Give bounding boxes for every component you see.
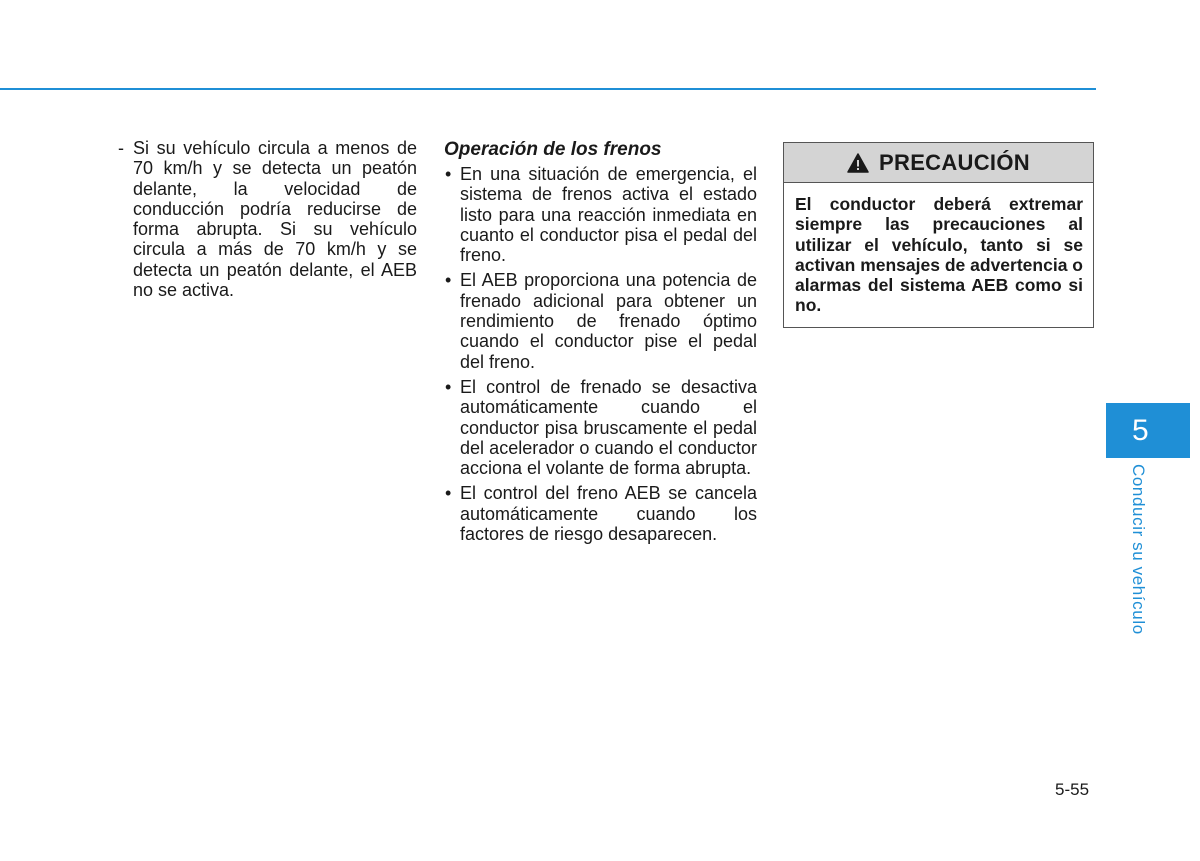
top-rule (0, 88, 1096, 90)
dash-item (118, 138, 417, 300)
bullet-item (444, 164, 757, 265)
bullet-text: El control de frenado se desactiva automáticamente cuando el conductor pisa bruscamente el pedal del acelerador o cuando el conductor acciona el volante de forma abrupta. (460, 376, 757, 479)
chapter-tab (1106, 403, 1190, 458)
page-number: 5-55 (1055, 780, 1090, 799)
caution-box (783, 142, 1094, 328)
chapter-title: Conducir su vehículo (1129, 464, 1148, 635)
bullet-list (444, 164, 757, 544)
caution-header (784, 143, 1093, 183)
caution-title: PRECAUCIÓN (879, 149, 1030, 175)
bullet-text: En una situación de emergencia, el sistema de frenos activa el estado listo para una reacción inmediata en cuanto el conductor pisa el pedal del freno. (460, 164, 757, 266)
bullet-item (444, 483, 757, 544)
chapter-number: 5 (1132, 413, 1149, 447)
bullet-marker: • (445, 164, 452, 184)
bullet-marker: • (445, 483, 452, 504)
dash-item-text: Si su vehículo circula a menos de 70 km/h y se detecta un peatón delante, la velocidad de conducción podría reducirse de forma abrupta. Si su vehículo circula a más de 70 km/h y se detecta un peatón delante, el AEB no se activa. (133, 138, 417, 301)
middle-column (444, 138, 757, 549)
section-heading: Operación de los frenos (444, 139, 662, 160)
caution-body: El conductor deberá extremar siempre las precauciones al utilizar el vehículo, tanto si se activan mensajes de advertencia o alarmas del sistema AEB como si no. (795, 194, 1083, 316)
bullet-item (444, 377, 757, 478)
bullet-item (444, 270, 757, 371)
bullet-marker: • (445, 376, 452, 397)
bullet-marker: • (445, 270, 452, 291)
warning-triangle-icon (847, 153, 869, 173)
left-column (118, 138, 417, 300)
dash-marker: - (118, 138, 124, 158)
bullet-text: El AEB proporciona una potencia de frenado adicional para obtener un rendimiento de frenado óptimo cuando el conductor pise el pedal del freno. (460, 270, 757, 372)
bullet-text: El control del freno AEB se cancela automáticamente cuando los factores de riesgo desaparecen. (460, 483, 757, 545)
